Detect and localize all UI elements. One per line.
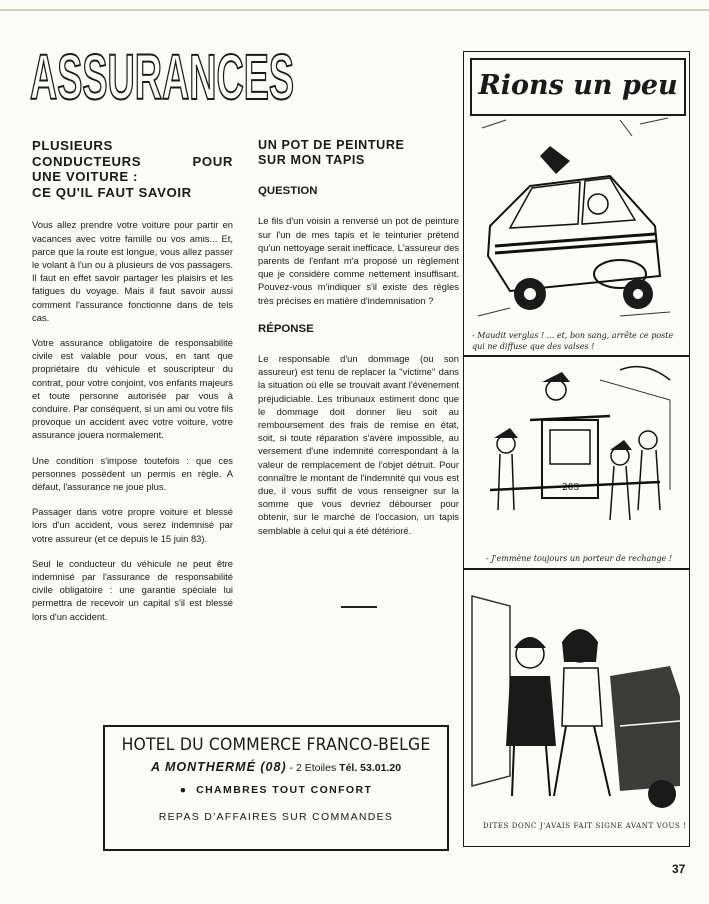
cartoon-women-car-illustration <box>470 576 682 826</box>
article-left-heading: PLUSIEURS CONDUCTEURS POUR UNE VOITURE : CE QU'IL FAUT SAVOIR <box>32 138 233 200</box>
hotel-rooms-line: ● CHAMBRES TOUT CONFORT <box>179 784 373 796</box>
question-label: QUESTION <box>258 185 318 198</box>
hotel-location-line <box>105 760 447 774</box>
bullet-icon: ● <box>179 784 197 796</box>
hotel-phone: Tél. 53.01.20 <box>339 762 402 774</box>
hotel-meals-line: REPAS D'AFFAIRES SUR COMMANDES <box>158 811 394 823</box>
top-rule <box>0 9 709 11</box>
question-text: Le fils d'un voisin a renversé un pot de peinture sur l'un de mes tapis et le teinturier prétend qu'un nettoyage serait inefficace. L'assureur des parents de l'enfant m'a proposé un règlement que je considère comme nettement insuffisant. Pouvez-vous m'indiquer s'il existe des règles très précises en matière d'indemnisation ? <box>258 215 459 306</box>
paragraph: Passager dans votre propre voiture et blessé lors d'un accident, vous serez indemnisé par votre assureur (et ce depuis le 15 juin 83). <box>32 506 233 544</box>
hotel-stars: - 2 Etoiles <box>289 762 337 774</box>
masthead <box>28 41 298 113</box>
page-number: 37 <box>672 862 686 876</box>
paragraph: Vous allez prendre votre voiture pour partir en vacances avec votre famille ou vos amis... Et, parce que la route est longue, vous allez passer le volant à l'un ou à plusieurs de vos passagers. Il faut en effet savoir partager les plaisirs et les fatigues du voyage. Mais il faut savoir aussi comment l'assurance fonctionne dans de tels cas. <box>32 219 233 323</box>
svg-text:203: 203 <box>562 483 580 493</box>
masthead-title: ASSURANCES <box>30 41 294 113</box>
panel-divider <box>463 355 689 357</box>
article-left <box>32 138 233 635</box>
hotel-town: A MONTHERMÉ (08) <box>150 760 287 774</box>
paragraph: Une condition s'impose toutefois : que ces personnes possèdent un permis en règle. A défaut, l'assurance ne joue plus. <box>32 454 233 493</box>
end-rule <box>341 606 377 608</box>
answer-text: Le responsable d'un dommage (ou son assureur) est tenu de replacer la ''victime'' dans la situation où elle se trouvait avant l'événement préjudiciable. Les tribunaux estiment donc que le dommage doit donner lieu soit au remboursement des frais de remise en état, soit, si toute réparation s'avère impossible, au versement d'une indemnité correspondant à la valeur de remplacement de l'objet détruit. Pour connaître le montant de l'indemnité qui vous est due, il vous suffit de vous renseigner sur la somme que vous devriez débourser pour obtenir, sur le marché de l'occasion, un tapis semblable à celui qui a été détérioré. <box>258 353 459 536</box>
cartoon-caption-1: - Maudit verglas ! ... et, bon sang, arrête ce poste qui ne diffuse que des valses ! <box>472 331 674 351</box>
cartoon-caption-3: DITES DONC J'AVAIS FAIT SIGNE AVANT VOUS ! <box>483 822 687 830</box>
cartoon-car-illustration <box>470 116 682 336</box>
answer-label: RÉPONSE <box>258 322 314 335</box>
cartoon-header: Rions un peu <box>470 58 686 116</box>
paragraph: Votre assurance obligatoire de responsabilité civile est valable pour vous, en tant que propriétaire du véhicule et souscripteur du contrat, pour votre conjoint, vos enfants majeurs et toute personne autorisée par vous à conduire. Par conséquent, si un ami ou votre fils provoque un accident avec votre voiture, votre assurance jouera normalement. <box>32 337 233 441</box>
article-right-heading: UN POT DE PEINTURE SUR MON TAPIS <box>258 138 405 167</box>
cartoon-caption-2: - J'emmène toujours un porteur de rechange ! <box>486 554 673 563</box>
paragraph: Seul le conducteur du véhicule ne peut être indemnisé par l'assurance de responsabilité civile obligatoire : une garantie spéciale lui permettra de recevoir un capital s'il est blessé lors d'un accident. <box>32 557 233 622</box>
panel-divider <box>463 568 689 570</box>
article-right <box>258 138 459 549</box>
hotel-advert <box>103 725 449 851</box>
hotel-name: HOTEL DU COMMERCE FRANCO-BELGE <box>121 735 431 755</box>
cartoon-sedan-chair-illustration <box>470 360 682 550</box>
